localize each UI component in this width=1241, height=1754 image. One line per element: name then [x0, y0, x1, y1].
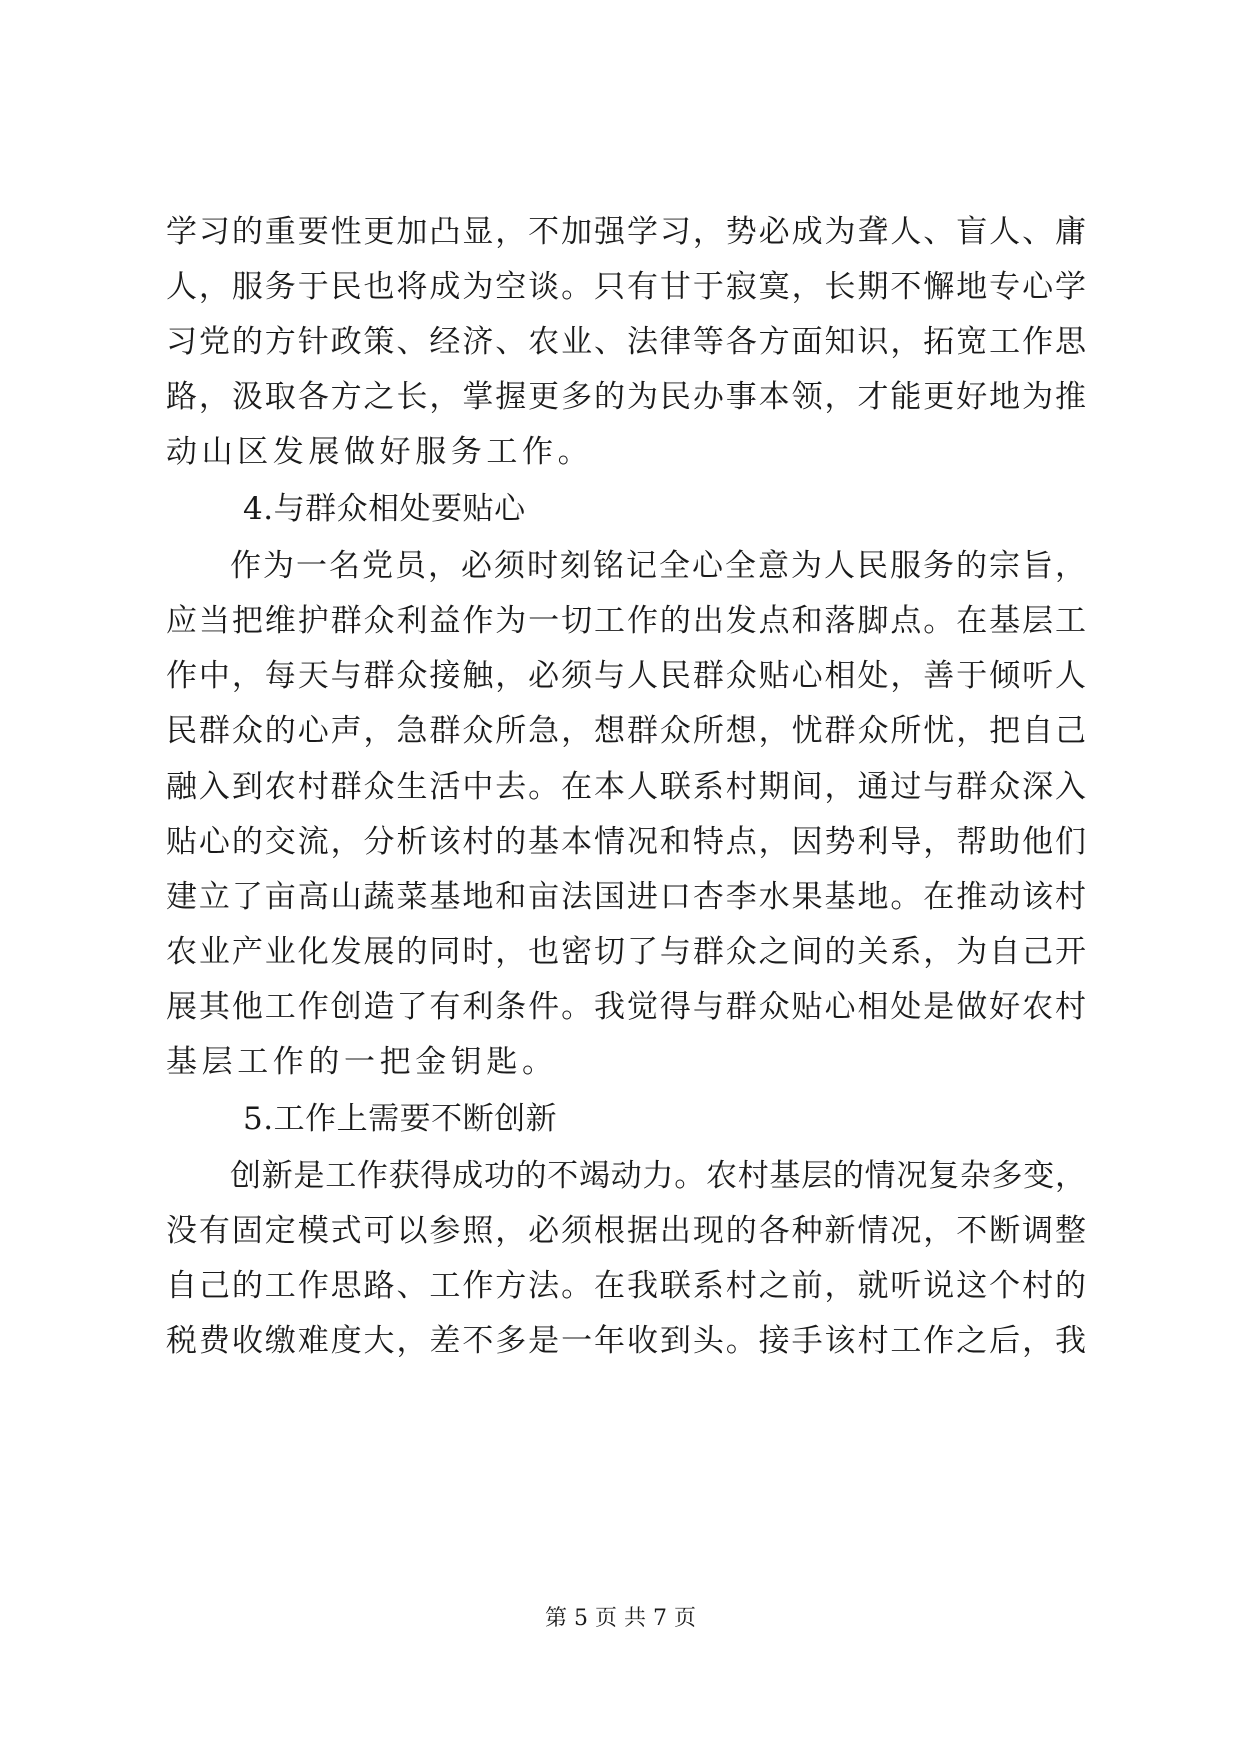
text-line-19: 没有固定模式可以参照，必须根据出现的各种新情况，不断调整 [166, 1213, 1086, 1249]
text-line-4: 路，汲取各方之长，掌握更多的为民办事本领，才能更好地为推 [166, 379, 1086, 415]
text-line-5: 动山区发展做好服务工作。 [166, 434, 594, 470]
page-footer: 第 5 页 共 7 页 [545, 1606, 696, 1631]
text-line-11: 融入到农村群众生活中去。在本人联系村期间，通过与群众深入 [166, 769, 1086, 805]
text-line-15: 展其他工作创造了有利条件。我觉得与群众贴心相处是做好农村 [166, 989, 1086, 1025]
text-line-16: 基层工作的一把金钥匙。 [166, 1044, 558, 1080]
text-line-13: 建立了亩高山蔬菜基地和亩法国进口杏李水果基地。在推动该村 [166, 879, 1086, 915]
text-line-9: 作中，每天与群众接触，必须与人民群众贴心相处，善于倾听人 [166, 658, 1086, 694]
text-line-1: 学习的重要性更加凸显，不加强学习，势必成为聋人、盲人、庸 [166, 214, 1086, 250]
text-line-21: 税费收缴难度大，差不多是一年收到头。接手该村工作之后，我 [166, 1323, 1086, 1359]
text-line-3: 习党的方针政策、经济、农业、法律等各方面知识，拓宽工作思 [166, 324, 1086, 360]
text-line-12: 贴心的交流，分析该村的基本情况和特点，因势利导，帮助他们 [166, 824, 1086, 860]
text-line-10: 民群众的心声，急群众所急，想群众所想，忧群众所忧，把自己 [166, 713, 1086, 749]
text-line-8: 应当把维护群众利益作为一切工作的出发点和落脚点。在基层工 [166, 603, 1086, 639]
section-heading-5: 5.工作上需要不断创新 [243, 1101, 558, 1137]
section-heading-4: 4.与群众相处要贴心 [243, 491, 526, 527]
text-line-20: 自己的工作思路、工作方法。在我联系村之前，就听说这个村的 [166, 1268, 1086, 1304]
text-line-2: 人，服务于民也将成为空谈。只有甘于寂寞，长期不懈地专心学 [166, 269, 1086, 305]
text-line-7: 作为一名党员，必须时刻铭记全心全意为人民服务的宗旨， [230, 548, 1086, 584]
text-line-18: 创新是工作获得成功的不竭动力。农村基层的情况复杂多变， [230, 1158, 1086, 1194]
text-line-14: 农业产业化发展的同时，也密切了与群众之间的关系，为自己开 [166, 934, 1086, 970]
